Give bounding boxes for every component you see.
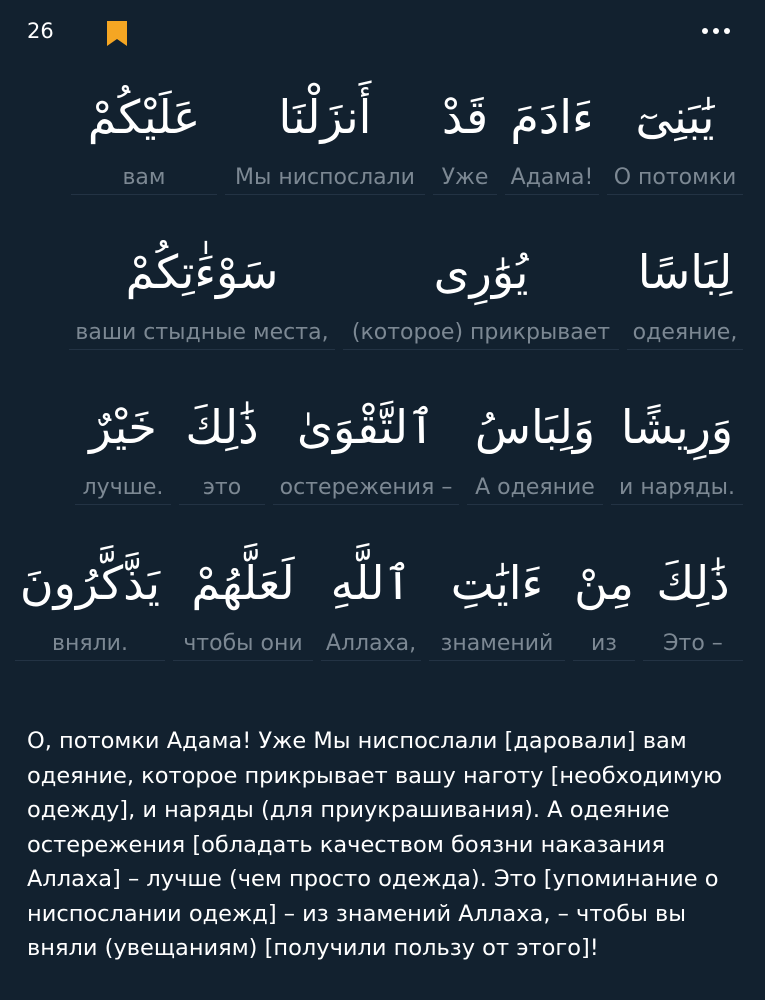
arabic-word: ٱللَّهِ <box>330 556 412 610</box>
word-translation: Это – <box>643 627 743 661</box>
arabic-word: خَيْرٌ <box>89 400 157 454</box>
word-translation: (которое) прикрывает <box>343 316 619 350</box>
arabic-word: ٱلتَّقْوَىٰ <box>297 400 435 454</box>
arabic-word: وَلِبَاسُ <box>474 400 596 454</box>
verse-line-1 <box>0 73 765 195</box>
arabic-word: عَلَيْكُمْ <box>87 90 201 144</box>
more-icon[interactable] <box>700 24 732 38</box>
word-translation: остережения – <box>273 471 459 505</box>
arabic-word: ذَٰلِكَ <box>185 400 259 454</box>
verse-line-4 <box>0 539 765 661</box>
word-translation: Адама! <box>505 161 599 195</box>
word-translation: ваши стыдные места, <box>69 316 335 350</box>
word[interactable] <box>505 73 599 195</box>
word[interactable] <box>273 383 459 505</box>
word-translation: О потомки <box>607 161 743 195</box>
arabic-word: ءَادَمَ <box>510 90 594 144</box>
word[interactable] <box>343 228 619 350</box>
word[interactable] <box>173 539 313 661</box>
word[interactable] <box>429 539 565 661</box>
word-translation: А одеяние <box>467 471 603 505</box>
word[interactable] <box>71 73 217 195</box>
word-translation: вняли. <box>15 627 165 661</box>
arabic-word: لِبَاسًا <box>637 245 733 299</box>
word[interactable] <box>69 228 335 350</box>
arabic-word: ذَٰلِكَ <box>656 556 730 610</box>
word-translation: Аллаха, <box>321 627 421 661</box>
arabic-word: يَٰبَنِىٓ <box>635 90 715 144</box>
word[interactable] <box>75 383 171 505</box>
word-translation: знамений <box>429 627 565 661</box>
word[interactable] <box>611 383 743 505</box>
word[interactable] <box>225 73 425 195</box>
word-translation: вам <box>71 161 217 195</box>
bookmark-icon[interactable] <box>106 21 128 46</box>
word[interactable] <box>179 383 265 505</box>
top-bar <box>0 0 765 62</box>
word[interactable] <box>321 539 421 661</box>
word-translation: одеяние, <box>627 316 743 350</box>
arabic-word: لَعَلَّهُمْ <box>191 556 295 610</box>
word[interactable] <box>15 539 165 661</box>
word[interactable] <box>573 539 635 661</box>
arabic-word: قَدْ <box>441 90 489 144</box>
word-translation: Мы ниспослали <box>225 161 425 195</box>
word-translation: и наряды. <box>611 471 743 505</box>
word-translation: чтобы они <box>173 627 313 661</box>
word[interactable] <box>467 383 603 505</box>
arabic-word: يَذَّكَّرُونَ <box>19 556 161 610</box>
verse-line-2 <box>0 228 765 350</box>
arabic-word: مِنْ <box>574 556 634 610</box>
arabic-word: وَرِيشًا <box>620 400 734 454</box>
verse-line-3 <box>0 383 765 505</box>
verse-number: 26 <box>27 19 54 43</box>
verse-translation: О, потомки Адама! Уже Мы ниспослали [даровали] вам одеяние, которое прикрывает вашу наготу [необходимую одежду], и наряды (для приукрашивания). А одеяние остережения [обладать качеством боязни наказания Аллаха] – лучше (чем просто одежда). Это [упоминание о ниспослании одежд] – из знамений Аллаха, – чтобы вы вняли (увещаниям) [получили пользу от этого]! <box>27 728 723 961</box>
word[interactable] <box>643 539 743 661</box>
word-translation: Уже <box>433 161 497 195</box>
word-translation: это <box>179 471 265 505</box>
word-translation: лучше. <box>75 471 171 505</box>
arabic-word: ءَايَٰتِ <box>450 556 544 610</box>
word[interactable] <box>607 73 743 195</box>
word[interactable] <box>627 228 743 350</box>
word-translation: из <box>573 627 635 661</box>
arabic-word: سَوْءَٰتِكُمْ <box>125 245 279 299</box>
arabic-word: أَنزَلْنَا <box>278 90 372 144</box>
word[interactable] <box>433 73 497 195</box>
arabic-word: يُوَٰرِى <box>433 245 529 299</box>
